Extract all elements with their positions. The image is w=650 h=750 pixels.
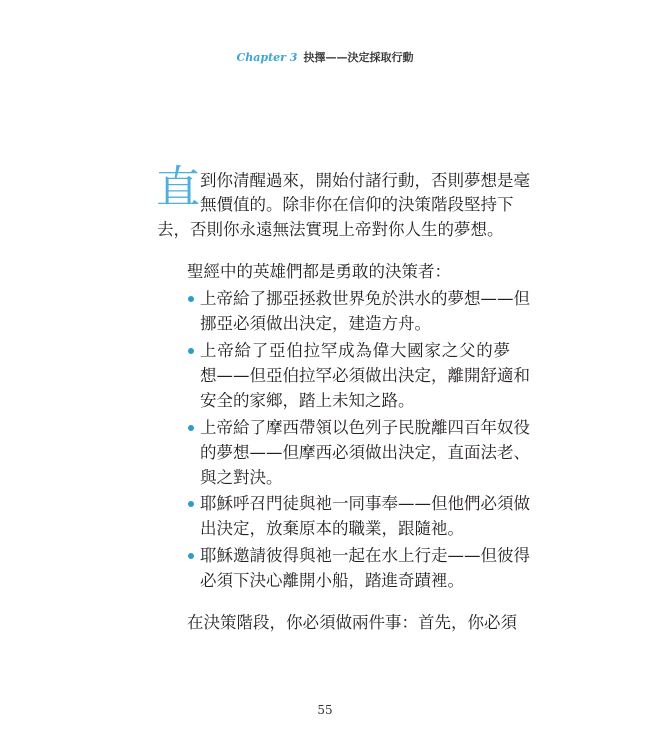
bullet-line: 出決定，放棄原本的職業，跟隨祂。 [200,519,464,538]
bullet-icon [188,296,194,302]
bullet-icon [188,553,194,559]
intro-line: 到你清醒過來，開始付諸行動，否則夢想是毫 [200,171,530,190]
running-header [0,49,650,65]
chapter-title: 抉擇——決定採取行動 [303,51,414,64]
closing-paragraph: 在決策階段，你必須做兩件事：首先，你必須 [187,613,517,632]
bullet-line: 上帝給了挪亞拯救世界免於洪水的夢想——但 [200,289,530,308]
lead-paragraph: 聖經中的英雄們都是勇敢的決策者： [187,262,451,281]
bullet-line: 上帝給了亞伯拉罕成為偉大國家之父的夢 [200,341,510,360]
bullet-icon [188,425,194,431]
drop-cap: 直 [156,162,200,213]
bullet-line: 耶穌邀請彼得與祂一起在水上行走——但彼得 [200,546,530,565]
bullet-icon [188,348,194,354]
intro-line: 無價值的。除非你在信仰的決策階段堅持下 [200,195,514,214]
bullet-line: 安全的家鄉，踏上未知之路。 [200,391,415,410]
bullet-icon [188,501,194,507]
bullet-line: 耶穌呼召門徒與祂一同事奉——但他們必須做 [200,494,530,513]
intro-line: 去，否則你永遠無法實現上帝對你人生的夢想。 [157,220,504,239]
bullet-line: 上帝給了摩西帶領以色列子民脫離四百年奴役 [200,418,530,437]
bullet-line: 挪亞必須做出決定，建造方舟。 [200,314,431,333]
chapter-label: Chapter 3 [236,51,298,64]
bullet-line: 與之對決。 [200,468,283,487]
bullet-line: 想——但亞伯拉罕必須做出決定，離開舒適和 [200,366,530,385]
bullet-line: 的夢想——但摩西必須做出決定，直面法老、 [200,443,530,462]
bullet-line: 必須下決心離開小船，踏進奇蹟裡。 [200,571,464,590]
page-number: 55 [317,703,333,717]
